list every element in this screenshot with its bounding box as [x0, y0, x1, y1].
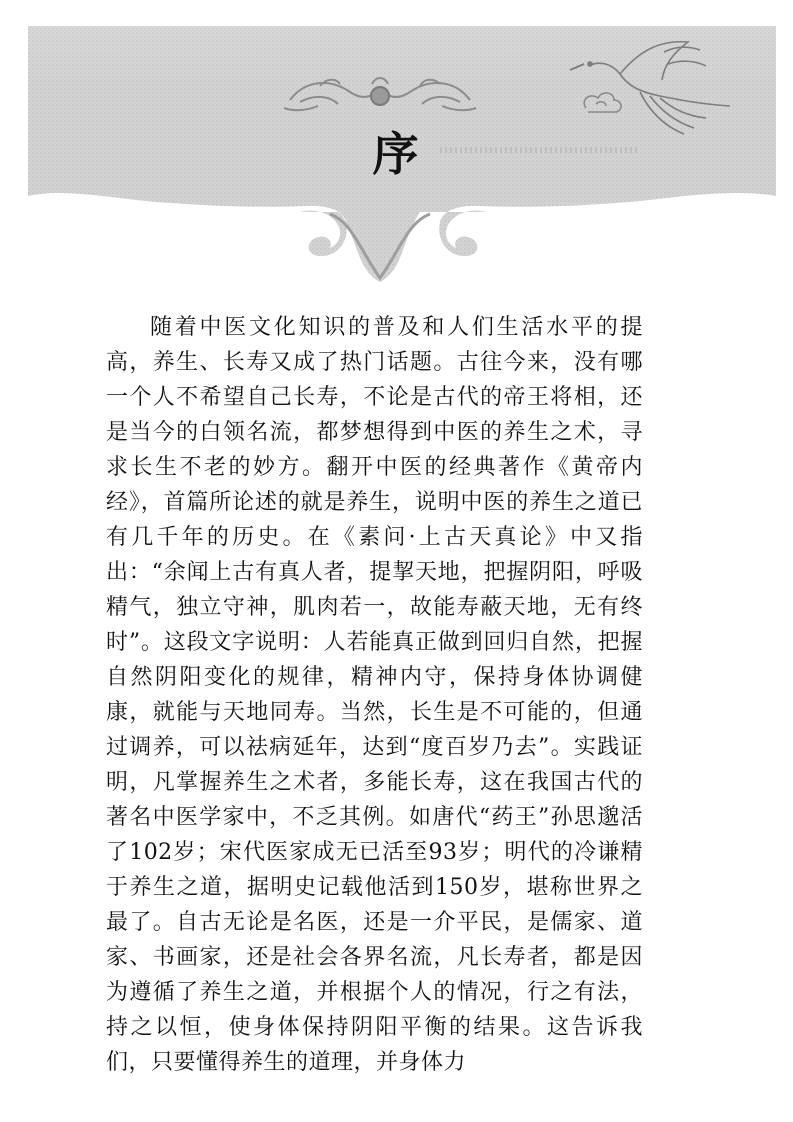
chapter-title: 序	[372, 127, 421, 181]
chapter-header	[0, 0, 793, 300]
preface-paragraph: 随着中医文化知识的普及和人们生活水平的提高，养生、长寿又成了热门话题。古往今来，没有哪一个人不希望自己长寿，不论是古代的帝王将相，还是当今的白领名流，都梦想得到中医的养生之术，寻求长生不老的妙方。翻开中医的经典著作《黄帝内经》，首篇所论述的就是养生，说明中医的养生之道已有几千年的历史。在《素问·上古天真论》中又指出：“余闻上古有真人者，提挈天地，把握阴阳，呼吸精气，独立守神，肌肉若一，故能寿蔽天地，无有终时”。这段文字说明：人若能真正做到回归自然，把握自然阴阳变化的规律，精神内守，保持身体协调健康，就能与天地同寿。当然，长生是不可能的，但通过调养，可以祛病延年，达到“度百岁乃去”。实践证明，凡掌握养生之术者，多能长寿，这在我国古代的著名中医学家中，不乏其例。如唐代“药王”孙思邈活了102岁；宋代医家成无已活至93岁；明代的冷谦精于养生之道，据明史记载他活到150岁，堪称世界之最了。自古无论是名医，还是一介平民，是儒家、道家、书画家，还是社会各界名流，凡长寿者，都是因为遵循了养生之道，并根据个人的情况，行之有法，持之以恒，使身体保持阴阳平衡的结果。这告诉我们，只要懂得养生的道理，并身体力	[106, 315, 643, 1075]
